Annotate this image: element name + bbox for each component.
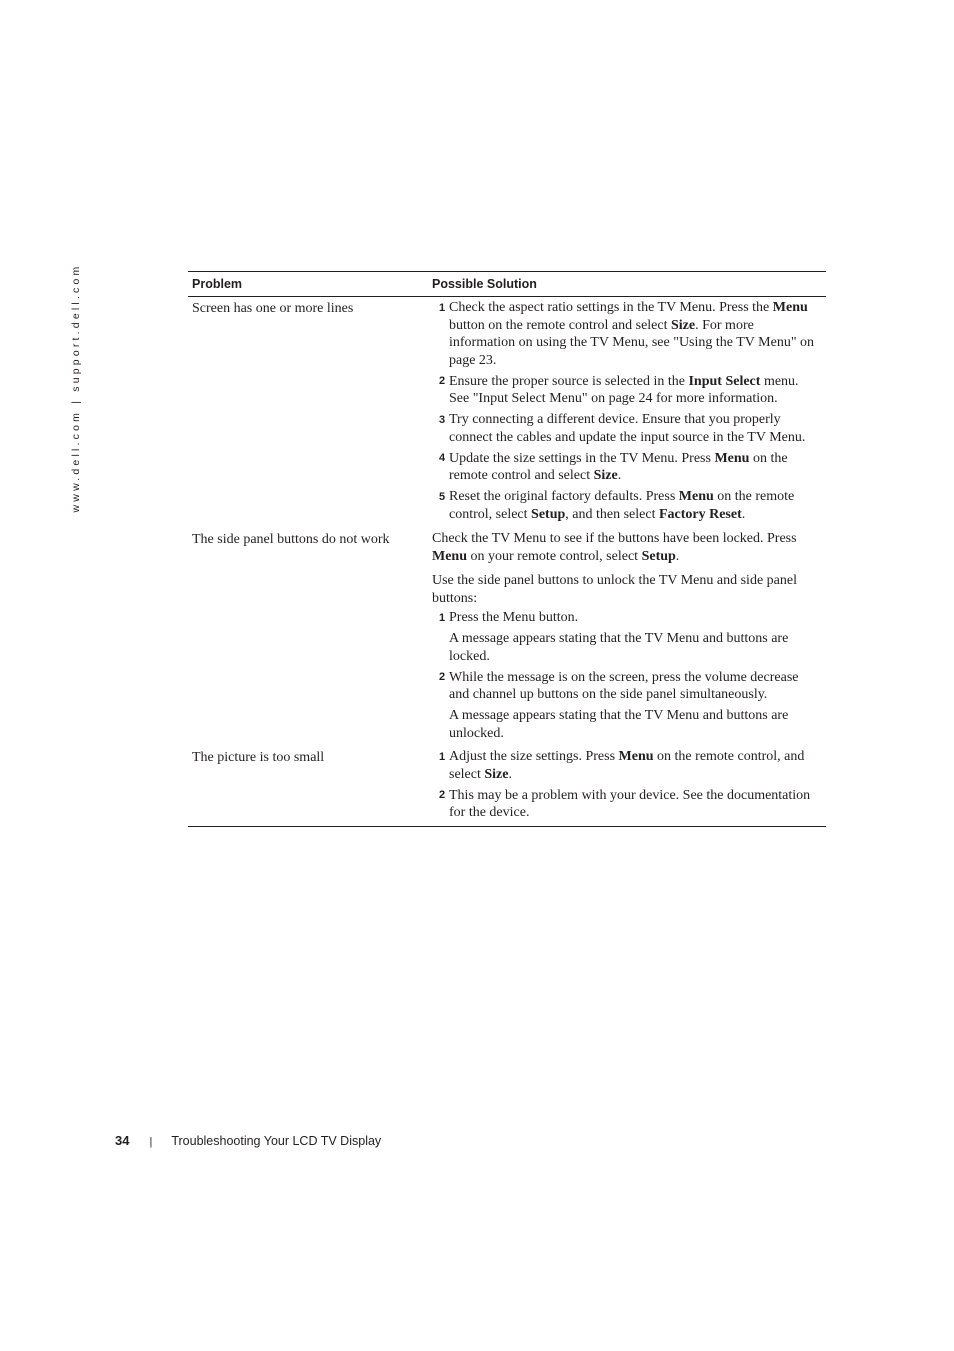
problem-cell: The picture is too small <box>192 750 325 765</box>
problem-cell: Screen has one or more lines <box>192 301 354 316</box>
solution-cell <box>432 748 826 822</box>
step-number: 2 <box>439 375 446 387</box>
troubleshooting-table <box>188 271 826 827</box>
solution-cell <box>432 530 826 742</box>
solution-step: 2 Ensure the proper source is selected in the Input Select menu. See "Input Select Menu" on page 24 for more information. <box>439 373 799 406</box>
solution-step: 4 Update the size settings in the TV Menu. Press Menu on the remote control and select Size. <box>439 450 788 483</box>
step-number: 4 <box>439 452 446 464</box>
step-number: 1 <box>439 750 446 763</box>
step-note: A message appears stating that the TV Menu and buttons are unlocked. <box>449 708 789 741</box>
step-number: 1 <box>439 611 446 624</box>
table-row <box>188 742 826 826</box>
step-number: 3 <box>439 413 446 426</box>
problem-cell: The side panel buttons do not work <box>192 532 390 547</box>
step-number: 5 <box>439 490 446 503</box>
footer-chapter-title: Troubleshooting Your LCD TV Display <box>171 1134 382 1148</box>
step-number: 1 <box>439 301 446 314</box>
table-header-row <box>188 272 826 296</box>
step-number: 2 <box>439 789 446 801</box>
table-row <box>188 297 826 523</box>
sidebar-website-url: www.dell.com | support.dell.com <box>70 263 82 513</box>
solution-step: 3 Try connecting a different device. Ensure that you properly connect the cables and update the input source in the TV Menu. <box>439 412 806 445</box>
page-footer <box>115 1133 381 1148</box>
solution-step: 1 Check the aspect ratio settings in the TV Menu. Press the Menu button on the remote control and select Size. For more information on using the TV Menu, see "Using the TV Menu" on page 23. <box>439 300 815 368</box>
page-number: 34 <box>115 1133 130 1148</box>
table-bottom-rule <box>188 826 826 827</box>
step-note: A message appears stating that the TV Menu and buttons are locked. <box>449 631 789 664</box>
solution-cell <box>432 299 826 523</box>
step-number: 2 <box>439 671 446 683</box>
header-possible-solution: Possible Solution <box>432 277 537 291</box>
solution-step: 5 Reset the original factory defaults. Press Menu on the remote control, select Setup, and then select Factory Reset. <box>439 489 795 522</box>
solution-step: 2 This may be a problem with your device. See the documentation for the device. <box>439 787 811 820</box>
footer-separator: | <box>149 1136 153 1148</box>
solution-step: 1 Adjust the size settings. Press Menu on the remote control, and select Size. <box>439 749 805 782</box>
solution-step: 2 While the message is on the screen, press the volume decrease and channel up buttons on the side panel simultaneously. <box>439 669 799 702</box>
solution-step: 1 Press the Menu button. <box>439 610 579 625</box>
header-problem: Problem <box>192 277 243 291</box>
solution-paragraph: Check the TV Menu to see if the buttons have been locked. Press Menu on your remote control, select Setup. <box>432 531 797 564</box>
solution-paragraph: Use the side panel buttons to unlock the TV Menu and side panel buttons: <box>432 573 797 606</box>
table-row <box>188 523 826 742</box>
